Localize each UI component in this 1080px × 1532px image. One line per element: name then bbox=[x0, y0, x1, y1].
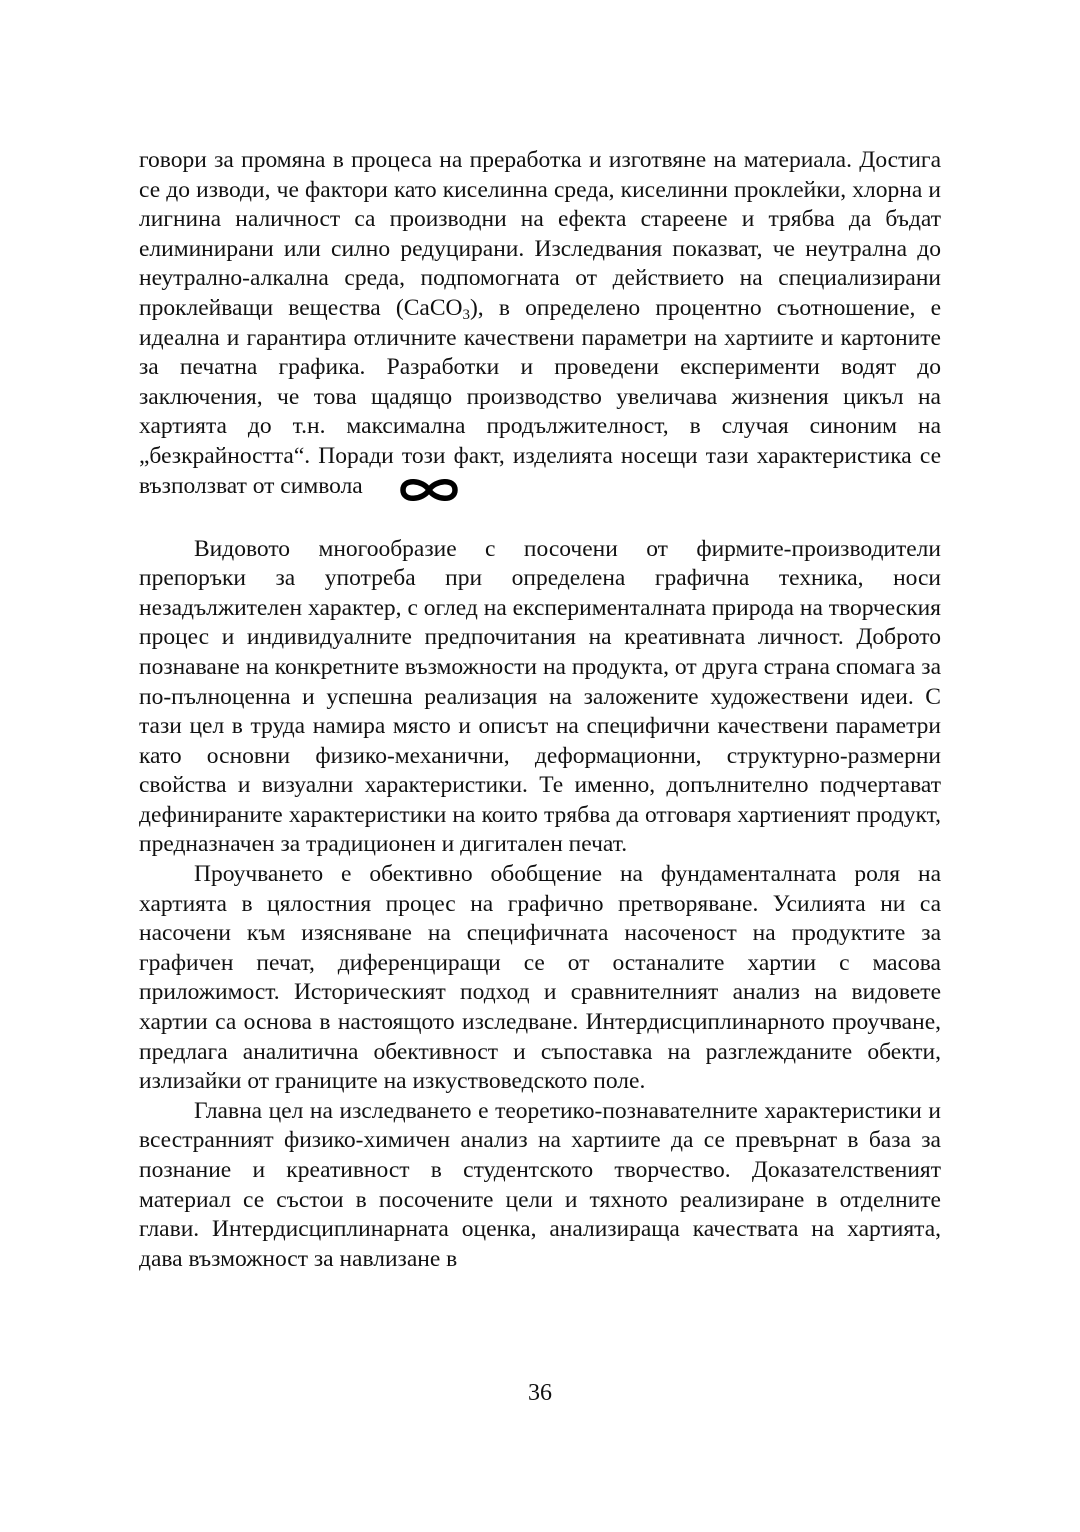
paragraph-3: Проучването е обективно обобщение на фундаменталната роля на хартията в цялостния процес на графично претворяване. Усилията ни са насочени към изясняване на специфичната насоченост на продуктите за графичен печат, диференциращи се от останалите хартии с масова приложимост. Историческият подход и сравнителният анализ на видовете хартии са основа в настоящото изследване. Интердисциплинарното проучване, предлага аналитична обективност и съпоставка на разглежданите обекти, излизайки от границите на изкуствоведското поле. bbox=[139, 861, 941, 1095]
subscript-3: 3 bbox=[462, 306, 470, 323]
paragraph-1-part-1: говори за промяна в процеса на преработка и изготвяне на материала. Достига се до изводи, че фактори като киселинна среда, киселинни проклейки, хлорна и лигнина наличност са производни на ефекта стареене и трябва да бъдат елиминирани или силно редуцирани. Изследвания показват, че неутрална до неутрално-алкална среда, подпомогната от действието на специализирани проклейващи вещества (CaCO bbox=[139, 147, 941, 321]
body-text bbox=[139, 146, 941, 1274]
paragraph-gap bbox=[139, 505, 941, 535]
page-number: 36 bbox=[528, 1380, 552, 1406]
paragraph-1-part-2: ), в определено процентно съотношение, е идеална и гарантира отличните качествени параметри на хартиите и картоните за печатна графика. Разработки и проведени експерименти водят до заключения, че това щадящо производство увеличава жизнения цикъл на хартията до т.н. максимална продължителност, в случая синоним на „безкрайността“. Поради този факт, изделията носещи тази характеристика се възползват от символа bbox=[139, 294, 942, 499]
paragraph-4: Главна цел на изследването е теоретико-познавателните характеристики и всестранният физико-химичен анализ на хартиите да се превърнат в база за познание и креативност в студентското творчество. Доказателственият материал се състои в посочените цели и тяхното реализиране в отделните глави. Интердисциплинарната оценка, анализираща качествата на хартията, дава възможност за навлизане в bbox=[139, 1097, 941, 1272]
paragraph-1 bbox=[139, 146, 941, 505]
infinity-icon bbox=[397, 475, 461, 505]
paragraph-2: Видовото многообразие с посочени от фирмите-производители препоръки за употреба при определена графична техника, носи незадължителен характер, с оглед на експерименталната природа на творческия процес и индивидуалните предпочитания на креативната личност. Доброто познаване на конкретните възможности на продукта, от друга страна спомага за по-пълноценна и успешна реализация на заложените художествени идеи. С тази цел в труда намира място и описът на специфични качествени параметри като основни физико-механични, деформационни, структурно-размерни свойства и визуални характеристики. Те именно, допълнително подчертават дефинираните характеристики на които трябва да отговаря хартиеният продукт, предназначен за традиционен и дигитален печат. bbox=[139, 535, 941, 858]
